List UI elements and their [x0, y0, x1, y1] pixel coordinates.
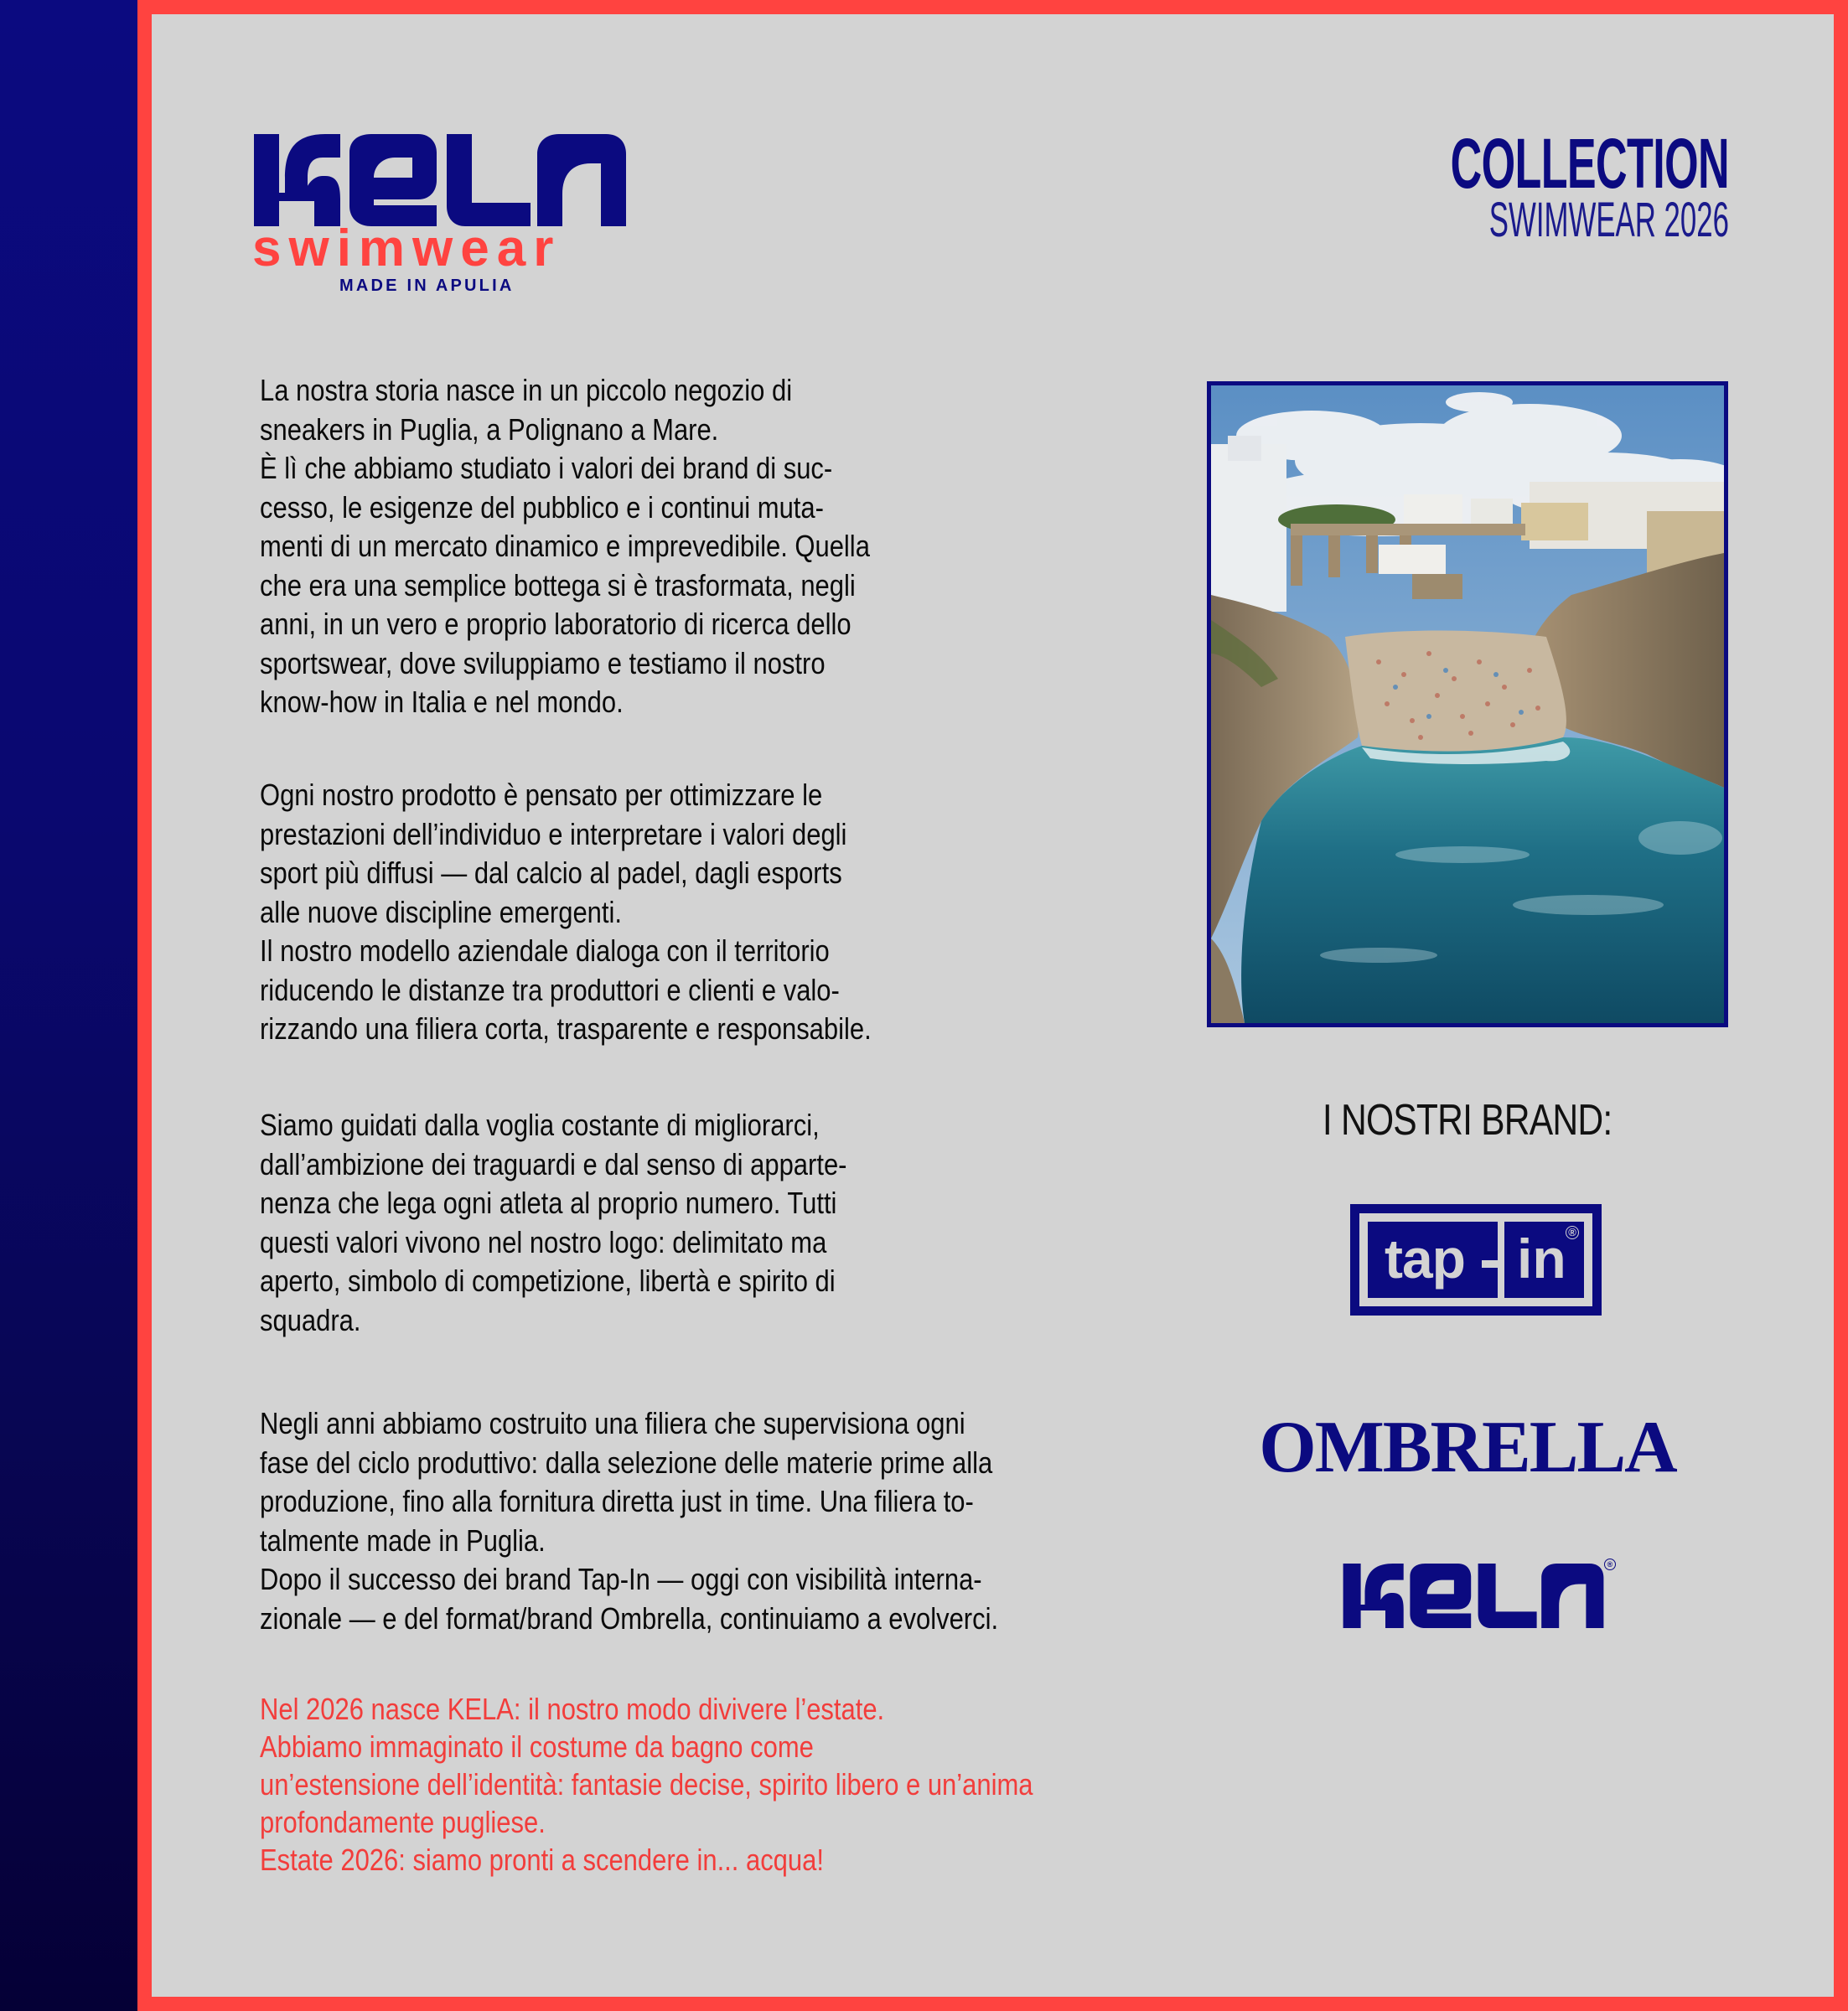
tap-in-logo-in: in: [1517, 1228, 1566, 1290]
text-line: profondamente pugliese.: [260, 1805, 546, 1839]
tap-in-divider: [1498, 1222, 1504, 1298]
registered-mark-icon: ®: [1566, 1226, 1579, 1239]
paragraph-values: [260, 1106, 1232, 1340]
text-line: fase del ciclo produttivo: dalla selezione delle materie prime alla: [260, 1445, 993, 1480]
text-line: dall’ambizione dei traguardi e dal senso di apparte-: [260, 1146, 847, 1181]
left-color-band: [0, 0, 137, 2011]
logo-tagline: MADE IN APULIA: [339, 277, 515, 295]
brands-heading-text: I NOSTRI BRAND:: [1323, 1096, 1612, 1145]
kela-logo: [254, 134, 626, 226]
text-line: È lì che abbiamo studiato i valori dei brand di suc-: [260, 451, 833, 485]
text-line: menti di un mercato dinamico e imprevedibile. Quella: [260, 529, 870, 563]
text-line: un’estensione dell’identità: fantasie decise, spirito libero e un’anima: [260, 1767, 1033, 1802]
page-content: [152, 14, 1834, 1997]
kela-logo-small: [1342, 1564, 1605, 1628]
text-line: anni, in un vero e proprio laboratorio di ricerca dello: [260, 607, 852, 641]
tap-in-logo: [1350, 1204, 1602, 1316]
text-line: cesso, le esigenze del pubblico e i continui muta-: [260, 489, 824, 525]
brands-heading: [1207, 1095, 1728, 1145]
text-line: produzione, fino alla fornitura diretta just in time. Una filiera to-: [260, 1484, 974, 1518]
text-line: squadra.: [260, 1302, 361, 1337]
text-line: Negli anni abbiamo costruito una filiera che supervisiona ogni: [260, 1406, 965, 1440]
collection-title: COLLECTION: [1450, 124, 1729, 203]
registered-mark-icon: ®: [1604, 1559, 1616, 1570]
ombrella-logo: OMBRELLA: [1259, 1407, 1676, 1488]
text-line: nenza che lega ogni atleta al proprio numero. Tutti: [260, 1186, 837, 1220]
text-line: che era una semplice bottega si è trasformata, negli: [260, 567, 856, 602]
text-line: prestazioni dell’individuo e interpretare i valori degli: [260, 816, 847, 851]
tap-in-logo-tap: tap: [1385, 1228, 1465, 1290]
collection-heading: [1280, 124, 1729, 247]
text-line: riducendo le distanze tra produttori e clienti e valo-: [260, 972, 840, 1007]
text-line: Siamo guidati dalla voglia costante di migliorarci,: [260, 1108, 820, 1142]
collection-subtitle: SWIMWEAR 2026: [1488, 193, 1729, 247]
text-line: Abbiamo immaginato il costume da bagno come: [260, 1729, 814, 1764]
text-line: sneakers in Puglia, a Polignano a Mare.: [260, 411, 719, 447]
text-line: rizzando una filiera corta, trasparente e responsabile.: [260, 1011, 872, 1046]
paragraph-product: [260, 776, 1232, 1049]
polignano-beach-photo: [1207, 381, 1728, 1027]
paragraph-supply-chain: [260, 1404, 1232, 1638]
text-line: La nostra storia nasce in un piccolo negozio di: [260, 373, 793, 407]
paragraph-story: [260, 371, 1232, 722]
logo-swimwear-text: swimwear: [252, 220, 562, 277]
text-line: Ogni nostro prodotto è pensato per ottimizzare le: [260, 778, 823, 812]
text-line: sport più diffusi — dal calcio al padel, dagli esports: [260, 856, 842, 890]
text-line: Nel 2026 nasce KELA: il nostro modo divivere l’estate.: [260, 1692, 885, 1726]
text-line: alle nuove discipline emergenti.: [260, 894, 622, 929]
text-line: Dopo il successo dei brand Tap-In — oggi con visibilità interna-: [260, 1562, 982, 1596]
text-line: talmente made in Puglia.: [260, 1522, 546, 1558]
paragraph-kela-2026-highlight: [260, 1690, 1232, 1879]
text-line: zionale — e del format/brand Ombrella, continuiamo a evolverci.: [260, 1600, 999, 1636]
text-line: Il nostro modello aziendale dialoga con il territorio: [260, 933, 830, 968]
tap-in-dash: [1482, 1260, 1499, 1268]
text-line: Estate 2026: siamo pronti a scendere in... acqua!: [260, 1843, 824, 1877]
text-line: questi valori vivono nel nostro logo: delimitato ma: [260, 1224, 827, 1259]
text-line: aperto, simbolo di competizione, libertà e spirito di: [260, 1264, 836, 1298]
text-line: know-how in Italia e nel mondo.: [260, 685, 624, 719]
text-line: sportswear, dove sviluppiamo e testiamo il nostro: [260, 645, 826, 680]
